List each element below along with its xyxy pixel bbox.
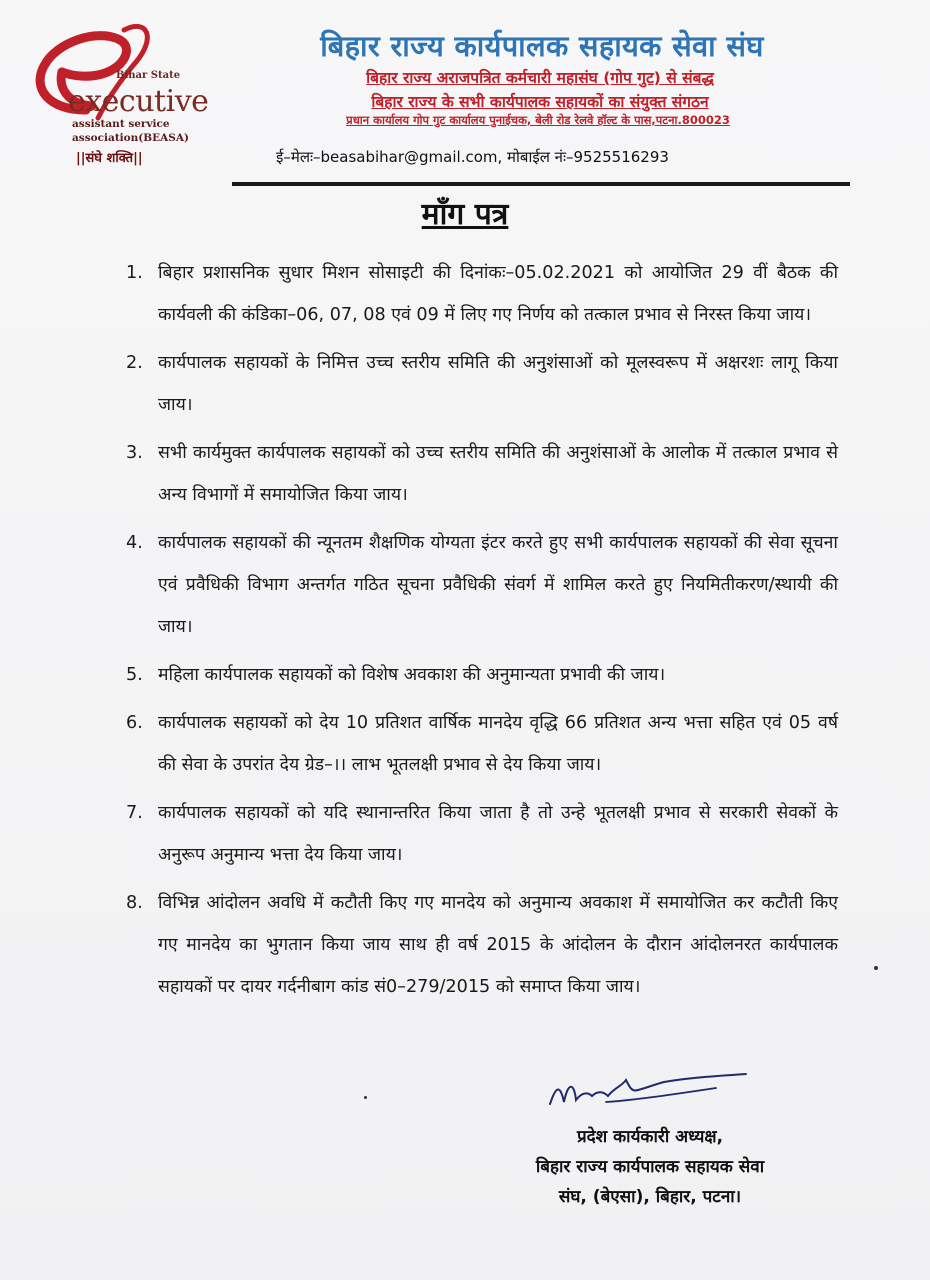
handwritten-signature — [546, 1066, 756, 1116]
demand-text: कार्यपालक सहायकों के निमित्त उच्च स्तरीय समिति की अनुशंसाओं को मूलस्वरूप में अक्षरशः लागू किया जाय। — [158, 353, 838, 415]
header-divider — [232, 182, 850, 186]
document-title: माँग पत्र — [421, 197, 509, 232]
demand-number: 7. — [126, 803, 143, 823]
union-description-line: बिहार राज्य के सभी कार्यपालक सहायकों का संयुक्त संगठन — [371, 93, 709, 111]
scan-speck — [364, 1096, 367, 1099]
demand-number: 5. — [126, 665, 143, 685]
affiliation-line: बिहार राज्य अराजपत्रित कर्मचारी महासंघ (गोप गुट) से संबद्ध — [366, 69, 714, 87]
demand-number: 3. — [126, 443, 143, 463]
demand-text: कार्यपालक सहायकों को यदि स्थानान्तरित किया जाता है तो उन्हे भूतलक्षी प्रभाव से सरकारी सेवकों के अनुरूप अनुमान्य भत्ता देय किया जाय। — [158, 803, 838, 865]
signatory-block — [470, 1122, 830, 1212]
demand-item-8 — [126, 882, 838, 1008]
demand-list — [126, 252, 838, 1014]
demand-item-4 — [126, 522, 838, 648]
demand-text: विभिन्न आंदोलन अवधि में कटौती किए गए मानदेय को अनुमान्य अवकाश में समायोजित कर कटौती किए गए मानदेय का भुगतान किया जाय साथ ही वर्ष 2015 के आंदोलन के दौरान आंदोलनरत कार्यपालक सहायकों पर दायर गर्दनीबाग कांड सं0–279/2015 को समाप्त किया जाय। — [158, 893, 838, 997]
demand-item-7 — [126, 792, 838, 876]
demand-number: 2. — [126, 353, 143, 373]
demand-number: 1. — [126, 263, 143, 283]
signatory-organization: बिहार राज्य कार्यपालक सहायक सेवा — [535, 1157, 765, 1177]
demand-text: कार्यपालक सहायकों को देय 10 प्रतिशत वार्षिक मानदेय वृद्धि 66 प्रतिशत अन्य भत्ता सहित एवं 05 वर्ष की सेवा के उपरांत देय ग्रेड–।। लाभ भूतलक्षी प्रभाव से देय किया जाय। — [158, 713, 838, 775]
demand-item-3 — [126, 432, 838, 516]
demand-item-6 — [126, 702, 838, 786]
logo-motto: ||संघे शक्ति|| — [76, 151, 143, 166]
logo-executive-text: executive — [68, 84, 209, 119]
office-address: प्रधान कार्यालय गोप गुट कार्यालय पुनाईचक, बेली रोड रेलवे हॉल्ट के पास,पटना.800023 — [346, 113, 730, 127]
demand-text: कार्यपालक सहायकों की न्यूनतम शैक्षणिक योग्यता इंटर करते हुए सभी कार्यपालक सहायकों की सेवा सूचना एवं प्रवैधिकी विभाग अन्तर्गत गठित सूचना प्रवैधिकी संवर्ग में शामिल करते हुए नियमितीकरण/स्थायी की जाय। — [158, 533, 838, 637]
signatory-place: संघ, (बेएसा), बिहार, पटना। — [558, 1187, 742, 1207]
demand-item-5 — [126, 654, 838, 696]
demand-number: 6. — [126, 713, 143, 733]
demand-text: बिहार प्रशासनिक सुधार मिशन सोसाइटी की दिनांकः–05.02.2021 को आयोजित 29 वीं बैठक की कार्यवली की कंडिका–06, 07, 08 एवं 09 में लिए गए निर्णय को तत्काल प्रभाव से निरस्त किया जाय। — [158, 263, 838, 325]
scan-speck — [874, 966, 878, 970]
signatory-designation: प्रदेश कार्यकारी अध्यक्ष, — [576, 1127, 724, 1147]
logo-line-association: association(BEASA) — [72, 132, 189, 144]
logo-bihar-state: Bihar State — [116, 70, 181, 81]
demand-text: महिला कार्यपालक सहायकों को विशेष अवकाश की अनुमान्यता प्रभावी की जाय। — [158, 665, 666, 685]
logo-line-assistant: assistant service — [72, 118, 170, 130]
association-logo — [28, 18, 209, 178]
demand-item-1 — [126, 252, 838, 336]
organization-title: बिहार राज्य कार्यपालक सहायक सेवा संघ — [320, 29, 764, 63]
demand-number: 8. — [126, 893, 143, 913]
demand-text: सभी कार्यमुक्त कार्यपालक सहायकों को उच्च स्तरीय समिति की अनुशंसाओं के आलोक में तत्काल प्रभाव से अन्य विभागों में समायोजित किया जाय। — [158, 443, 838, 505]
demand-number: 4. — [126, 533, 143, 553]
demand-item-2 — [126, 342, 838, 426]
contact-line: ई–मेलः–beasabihar@gmail.com, मोबाईल नंः–9525516293 — [276, 148, 669, 166]
